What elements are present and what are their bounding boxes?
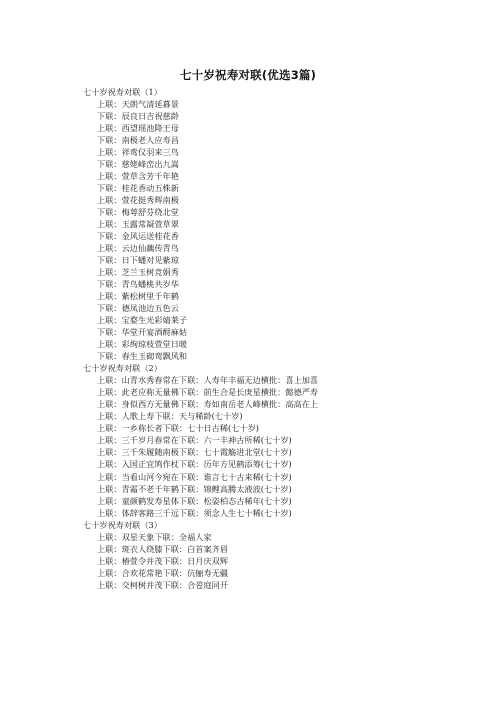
- couplet-line: 上联：萱花挺秀辉南极: [97, 195, 179, 206]
- couplet-line: 下联：日下蟠对见紫琼: [97, 255, 179, 266]
- couplet-line: 上联：祥鸾仪羽来三鸟: [97, 147, 179, 158]
- couplet-line: 上联：当看山河今宛在下联：谁言七十古来稀(七十岁): [97, 471, 292, 482]
- document-title: 七十岁祝寿对联(优选3篇): [179, 68, 317, 82]
- couplet-line: 下联：金风运送桂花香: [97, 231, 179, 242]
- couplet-line: 下联：青鸟蟠桃共岁华: [97, 279, 179, 290]
- couplet-line: 上联：体辞客路三千远下联：须念人生七十稀(七十岁): [97, 507, 292, 518]
- couplet-line: 上联：玉露常凝萱草翠: [97, 219, 179, 230]
- couplet-line: 上联：彩绚琼枝萱堂日暖: [97, 339, 188, 350]
- section-heading: 七十岁祝寿对联（3）: [83, 519, 162, 530]
- couplet-line: 下联：德凤池边五色云: [97, 303, 179, 314]
- couplet-line: 上联：山青水秀春常在下联：人寿年丰福无边横批：喜上加喜: [97, 375, 319, 386]
- couplet-line: 上联：交柯树并茂下联：合卺庭同开: [97, 579, 229, 590]
- document-body: [0, 86, 496, 591]
- couplet-line: 上联：紫松树里千年鹤: [97, 291, 179, 302]
- couplet-line: 上联：合欢花常艳下联：伉俪寿无疆: [97, 567, 229, 578]
- couplet-line: 下联：慈姥峰峦出九嵩: [97, 159, 179, 170]
- section-heading: 七十岁祝寿对联（2）: [83, 363, 162, 374]
- couplet-line: 下联：梅萼舒芬绕北堂: [97, 207, 179, 218]
- couplet-line: 上联：此老应称无量佛下联：前生合是长庚星横批：懿德严寿: [97, 387, 319, 398]
- couplet-line: 上联：宝婺生光彩婧莱子: [97, 315, 188, 326]
- couplet-line: 上联：人歌上寿下联：天与稀龄(七十岁): [97, 411, 243, 422]
- couplet-line: 下联：南极老人应寿昌: [97, 135, 179, 146]
- couplet-line: 上联：童颜鹤发寿星体下联：松姿柏态古稀年(七十岁): [97, 495, 292, 506]
- couplet-line: 上联：斑衣人绕膝下联：白首案齐眉: [97, 543, 229, 554]
- couplet-line: 上联：一乡称长者下联：七十日古稀(七十岁): [97, 423, 259, 434]
- couplet-line: 上联：青霜不老千年鹤下联：锦鲤高腾太液波(七十岁): [97, 483, 292, 494]
- section-heading: 七十岁祝寿对联（1）: [83, 87, 162, 97]
- couplet-line: 上联：双星天象下联：全福人家: [97, 531, 212, 542]
- couplet-line: 下联：桂花香动五株新: [97, 183, 179, 194]
- couplet-line: 上联：芝兰玉树竞娟秀: [97, 267, 179, 278]
- couplet-line: 上联：三千朱履随南极下联：七十霞觞进北堂(七十岁): [97, 447, 292, 458]
- couplet-line: 上联：入国正宜鸠作杖下联：历年方见鹤添筹(七十岁): [97, 459, 292, 470]
- couplet-line: 上联：云边仙藕传青鸟: [97, 243, 179, 254]
- couplet-line: 下联：华堂开宴酒酹麻姑: [97, 327, 188, 338]
- couplet-line: 上联：萱草含芳千年艳: [97, 171, 179, 182]
- couplet-line: 下联：辰良日吉祝慈龄: [97, 111, 179, 122]
- couplet-line: 上联：椿萱令并茂下联：日月庆双辉: [97, 555, 229, 566]
- couplet-line: 上联：天朗气清延暮景: [97, 99, 179, 110]
- couplet-line: 上联：身似西方无量佛下联：寿如南岳老人峰横批：高高在上: [97, 399, 319, 410]
- couplet-line: 上联：西望瑶池降王母: [97, 123, 179, 134]
- couplet-line: 下联：春生玉砌鸾飘风和: [97, 351, 188, 362]
- couplet-line: 上联：三千岁月春常在下联：六一丰神古所稀(七十岁): [97, 435, 292, 446]
